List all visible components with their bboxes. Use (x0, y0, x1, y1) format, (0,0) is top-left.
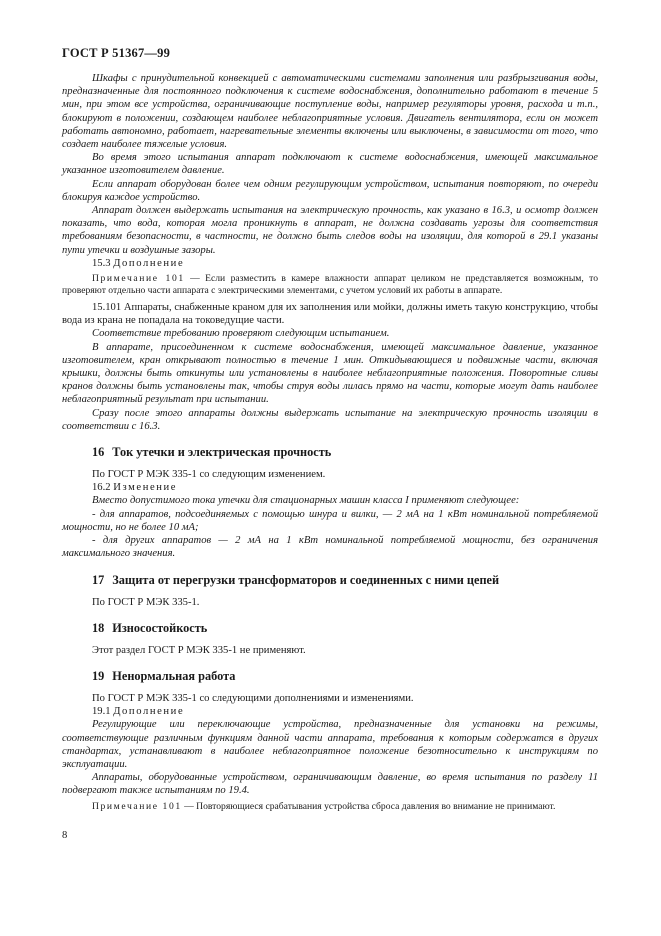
section-title: Ток утечки и электрическая прочность (112, 445, 332, 460)
subsection-number: 15.3 (92, 257, 111, 269)
section-number: 19 (92, 668, 105, 683)
section-number: 17 (92, 572, 105, 587)
section-heading-17 (62, 573, 598, 588)
paragraph: По ГОСТ Р МЭК 335-1. (92, 596, 200, 608)
subsection-number: 16.2 (92, 482, 111, 494)
subsection-label: Дополнение (113, 706, 185, 718)
subsection-label: Дополнение (113, 257, 185, 269)
paragraph: Аппарат должен выдержать испытания на электрическую прочность, как указано в 16.3, и осмотр должен показать, что вода, которая могла проникнуть в аппарат, не должна создавать угрозы для соответствия требованиям безопасности, в частности, не должно быть следов воды на изоляции, для которой в 29.1 указаны пути утечки и воздушные зазоры. (62, 205, 598, 256)
paragraph: Вместо допустимого тока утечки для стационарных машин класса I применяют следующее: (92, 495, 520, 507)
section-heading-18 (62, 621, 598, 636)
paragraph: Регулирующие или переключающие устройства, предназначенные для установки на режимы, соответствующие различным функциям данной части аппарата, требования к которым содержатся в других стандартах, устанавливают в наиболее неблагоприятное положение безотносительно к инструкциям по эксплуатации. (62, 719, 598, 770)
section-number: 18 (92, 620, 105, 635)
document-header: ГОСТ Р 51367—99 (62, 46, 171, 60)
section-heading-19 (62, 669, 598, 684)
section-number: 16 (92, 445, 105, 460)
section-title: Ненормальная работа (112, 668, 236, 683)
note (62, 801, 598, 813)
section-heading-16 (62, 445, 598, 460)
paragraph: Соответствие требованию проверяют следующим испытанием. (92, 328, 390, 340)
subsection-number: 19.1 (92, 706, 111, 718)
list-item: - для других аппаратов — 2 мА на 1 кВт номинальной потребляемой мощности, без ограничения максимального значения. (62, 535, 598, 560)
note-text: — Если разместить в камере влажности аппарат целиком не представляется возможным, то проверяют отдельно части аппарата с электрическими элементами, с учетом условий их работы в аппарате. (62, 273, 598, 297)
document-body (62, 72, 598, 816)
section-title: Защита от перегрузки трансформаторов и соединенных с ними цепей (112, 572, 500, 587)
section-title: Износостойкость (112, 620, 208, 635)
subsection-19-1 (62, 705, 598, 718)
note-label: Примечание 101 (92, 273, 185, 285)
note-text: — Повторяющиеся срабатывания устройства сброса давления во внимание не принимают. (181, 800, 556, 812)
paragraph: По ГОСТ Р МЭК 335-1 со следующими дополнениями и изменениями. (92, 692, 414, 704)
paragraph: Аппараты, оборудованные устройством, ограничивающим давление, во время испытания по разделу 11 подвергают также испытаниям по 19.4. (62, 772, 598, 797)
note-label: Примечание 101 (92, 800, 182, 812)
paragraph: Если аппарат оборудован более чем одним регулирующим устройством, испытания повторяют, по очереди блокируя каждое устройство. (62, 178, 598, 203)
paragraph: Во время этого испытания аппарат подключают к системе водоснабжения, имеющей максимальное указанное изготовителем давление. (62, 152, 598, 177)
paragraph-15-101: 15.101 Аппараты, снабженные краном для их заполнения или мойки, должны иметь такую конструкцию, чтобы вода из крана не попадала на токоведущие части. (62, 302, 598, 327)
paragraph: Шкафы с принудительной конвекцией с автоматическими системами заполнения или разбрызгивания воды, предназначенные для постоянного подключения к системе водоснабжения, дополнительно работают в течение 5 мин, при этом все устройства, ограничивающие поступление воды, например регуляторы уровня, расхода и т.п., блокируют в положении, создающем наиболее неблагоприятные условия. Двигатель вентилятора, если он может работать автономно, работает, нагревательные элементы включены или выключены, в зависимости от того, что создает наиболее тяжелые условия. (62, 73, 598, 151)
subsection-15-3 (62, 257, 598, 270)
list-item: - для аппаратов, подсоединяемых с помощью шнура и вилки, — 2 мА на 1 кВт номинальной потребляемой мощности, но не более 10 мА; (62, 508, 598, 533)
subsection-16-2 (62, 481, 598, 494)
paragraph: По ГОСТ Р МЭК 335-1 со следующим изменением. (92, 469, 326, 481)
paragraph: Этот раздел ГОСТ Р МЭК 335-1 не применяют. (92, 644, 306, 656)
paragraph: В аппарате, присоединенном к системе водоснабжения, имеющей максимальное давление, указанное изготовителем, кран открывают полностью в течение 1 мин. Откидывающиеся и подвижные части, включая крышки, должны быть откинуты или установлены в наиболее неблагоприятные положения. Поворотные сливы кранов должны быть установлены так, чтобы струя воды лилась прямо на части, которые могут дать наиболее неблагоприятный результат при испытании. (62, 341, 598, 406)
page-number: 8 (62, 830, 68, 841)
paragraph: Сразу после этого аппараты должны выдержать испытание на электрическую прочность изоляции в соответствии с 16.3. (62, 407, 598, 432)
note (62, 273, 598, 297)
subsection-label: Изменение (113, 482, 178, 494)
